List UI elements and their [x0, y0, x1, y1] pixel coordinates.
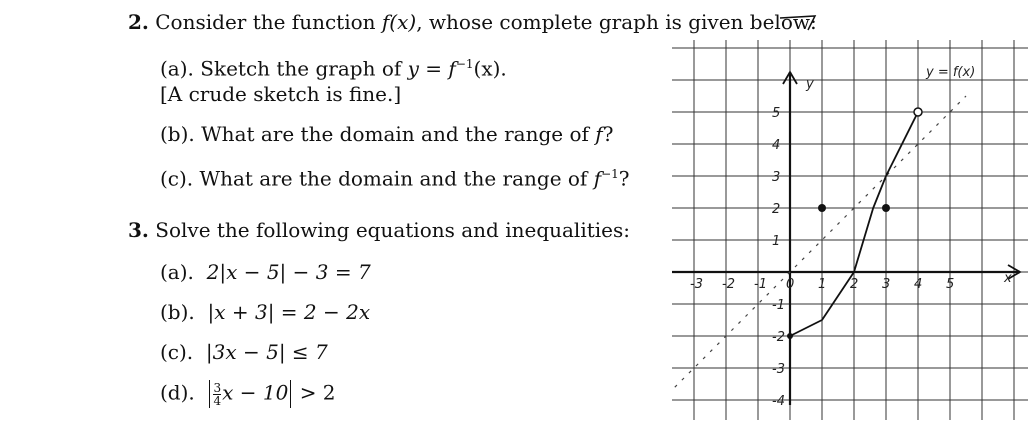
graph-grid	[672, 40, 1028, 420]
y-tick-label: -4	[772, 394, 785, 409]
problem-2c: (c). What are the domain and the range of $f^{-1}$?	[160, 166, 630, 191]
arrow-doodle	[780, 16, 815, 30]
problem-3d: (d). $\frac{3}{4}$ x − 10 > 2	[160, 380, 336, 408]
closed-endpoint	[787, 333, 793, 339]
problem-2a-note: [A crude sketch is fine.]	[160, 82, 402, 106]
y-tick-label: -2	[772, 330, 785, 345]
y-tick-label: 5	[772, 106, 781, 121]
problem-3c: (c). |3x − 5| ≤ 7	[160, 340, 328, 364]
x-tick-label: -2	[722, 277, 735, 292]
y-tick-label: -1	[772, 298, 785, 313]
y-tick-label: 3	[772, 170, 781, 185]
reflection-line	[675, 96, 966, 387]
problem-3-number: 3.	[128, 218, 149, 242]
y-tick-label: 1	[772, 234, 781, 249]
reflection-line-y-equals-x	[675, 96, 966, 387]
y-tick-label: 2	[772, 202, 781, 217]
plotted-dot	[882, 204, 890, 212]
x-tick-label: -3	[690, 277, 703, 292]
y-axis-label: y	[806, 77, 814, 92]
problem-2b: (b). What are the domain and the range of f?	[160, 122, 614, 146]
problem-3b: (b). |x + 3| = 2 − 2x	[160, 300, 371, 324]
x-tick-label: 3	[882, 277, 891, 292]
x-tick-label: 0	[786, 277, 795, 292]
curve-label: y = f(x)	[926, 65, 976, 80]
x-tick-label: 1	[818, 277, 827, 292]
x-tick-label: 2	[850, 277, 859, 292]
plotted-dot	[818, 204, 826, 212]
open-endpoint	[914, 108, 922, 116]
problem-3a: (a). 2|x − 5| − 3 = 7	[160, 260, 371, 284]
x-tick-label: -1	[754, 277, 767, 292]
fraction-three-fourths: $\frac{3}{4}$	[213, 380, 222, 408]
x-axis-label: x	[1004, 271, 1012, 286]
graph-axes	[672, 72, 1020, 405]
problem-3-intro: 3. Solve the following equations and inequalities:	[128, 218, 630, 242]
problem-2a: (a). Sketch the graph of $y = f^{-1}(x)$.	[160, 56, 507, 81]
x-tick-label: 5	[946, 277, 955, 292]
y-tick-label: -3	[772, 362, 785, 377]
y-tick-label: 4	[772, 138, 781, 153]
problem-2-intro: 2. Consider the function f(x), whose complete graph is given below:	[128, 10, 817, 34]
x-tick-label: 4	[914, 277, 923, 292]
problem-2-number: 2.	[128, 10, 149, 34]
